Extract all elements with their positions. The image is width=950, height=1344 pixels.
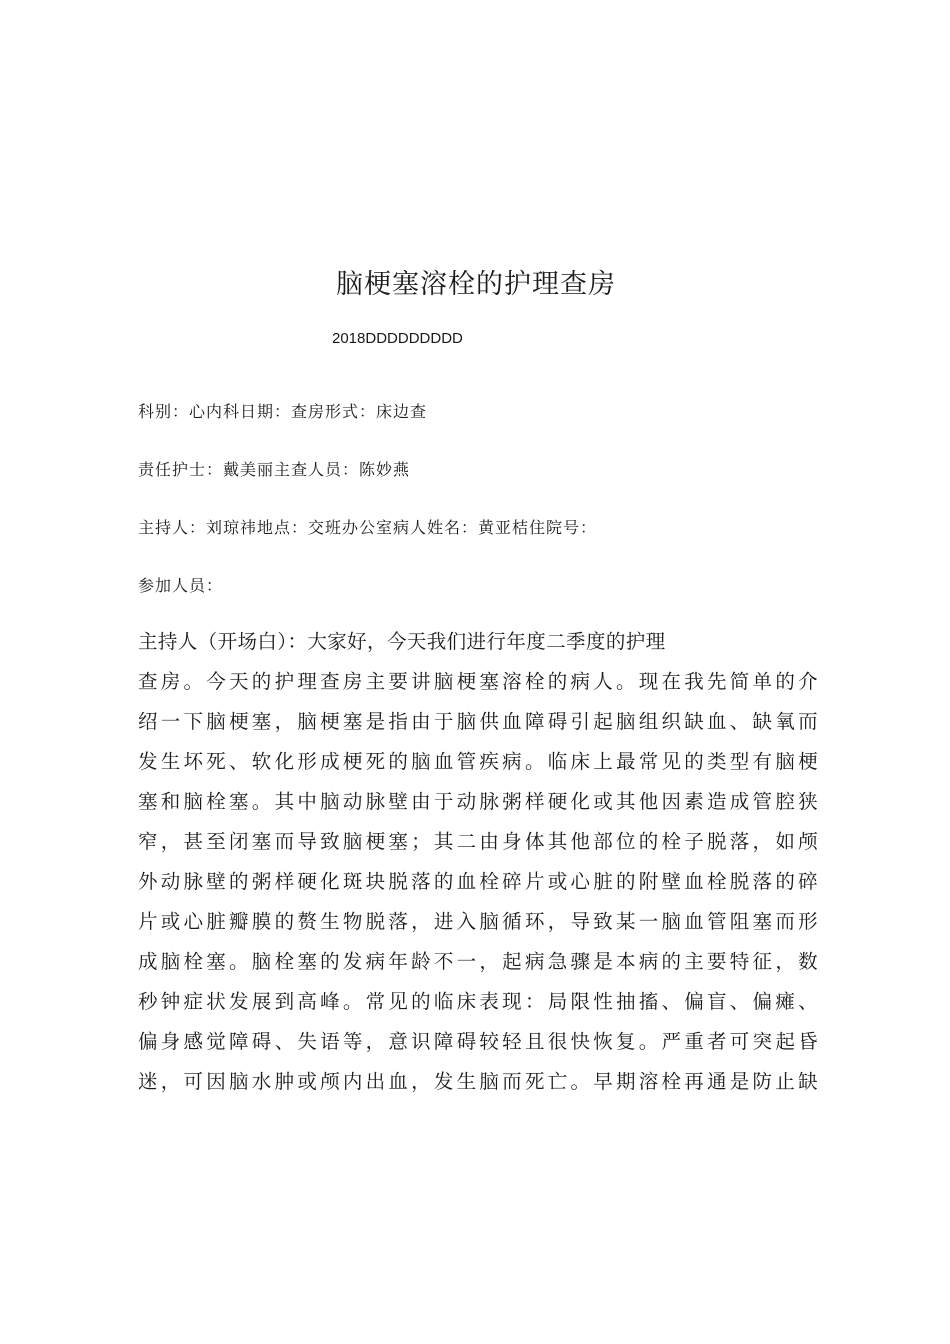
meta-nurse-line: 责任护士：戴美丽主查人员：陈妙燕 [138,460,411,479]
body-line: 主持人（开场白）：大家好，今天我们进行年度二季度的护理 [138,630,666,653]
body-line: 偏身感觉障碍、失语等，意识障碍较轻且很快恢复。严重者可突起昏 [138,1030,818,1053]
body-line: 秒钟症状发展到高峰。常见的临床表现：局限性抽搐、偏盲、偏瘫、 [138,990,818,1013]
meta-participants-line: 参加人员： [138,576,224,595]
body-line: 查房。今天的护理查房主要讲脑梗塞溶栓的病人。现在我先简单的介 [138,670,818,693]
document-title: 脑梗塞溶栓的护理查房 [336,269,616,300]
body-line: 发生坏死、软化形成梗死的脑血管疾病。临床上最常见的类型有脑梗 [138,750,818,773]
meta-department-line: 科别：心内科日期：查房形式：床边查 [138,402,428,421]
body-line: 片或心脏瓣膜的赘生物脱落，进入脑循环，导致某一脑血管阻塞而形 [138,910,818,933]
body-line: 迷，可因脑水肿或颅内出血，发生脑而死亡。早期溶栓再通是防止缺 [138,1070,818,1093]
body-line: 外动脉壁的粥样硬化斑块脱落的血栓碎片或心脏的附壁血栓脱落的碎 [138,870,818,893]
body-line: 塞和脑栓塞。其中脑动脉壁由于动脉粥样硬化或其他因素造成管腔狭 [138,790,818,813]
document-subtitle: 2018DDDDDDDDD [332,330,463,347]
body-paragraph [138,622,818,1102]
body-line: 窄，甚至闭塞而导致脑梗塞；其二由身体其他部位的栓子脱落，如颅 [138,830,818,853]
body-line: 成脑栓塞。脑栓塞的发病年龄不一，起病急骤是本病的主要特征，数 [138,950,818,973]
meta-host-line: 主持人：刘琼祎地点：交班办公室病人姓名：黄亚桔住院号： [138,518,598,537]
body-line: 绍一下脑梗塞，脑梗塞是指由于脑供血障碍引起脑组织缺血、缺氧而 [138,710,818,733]
